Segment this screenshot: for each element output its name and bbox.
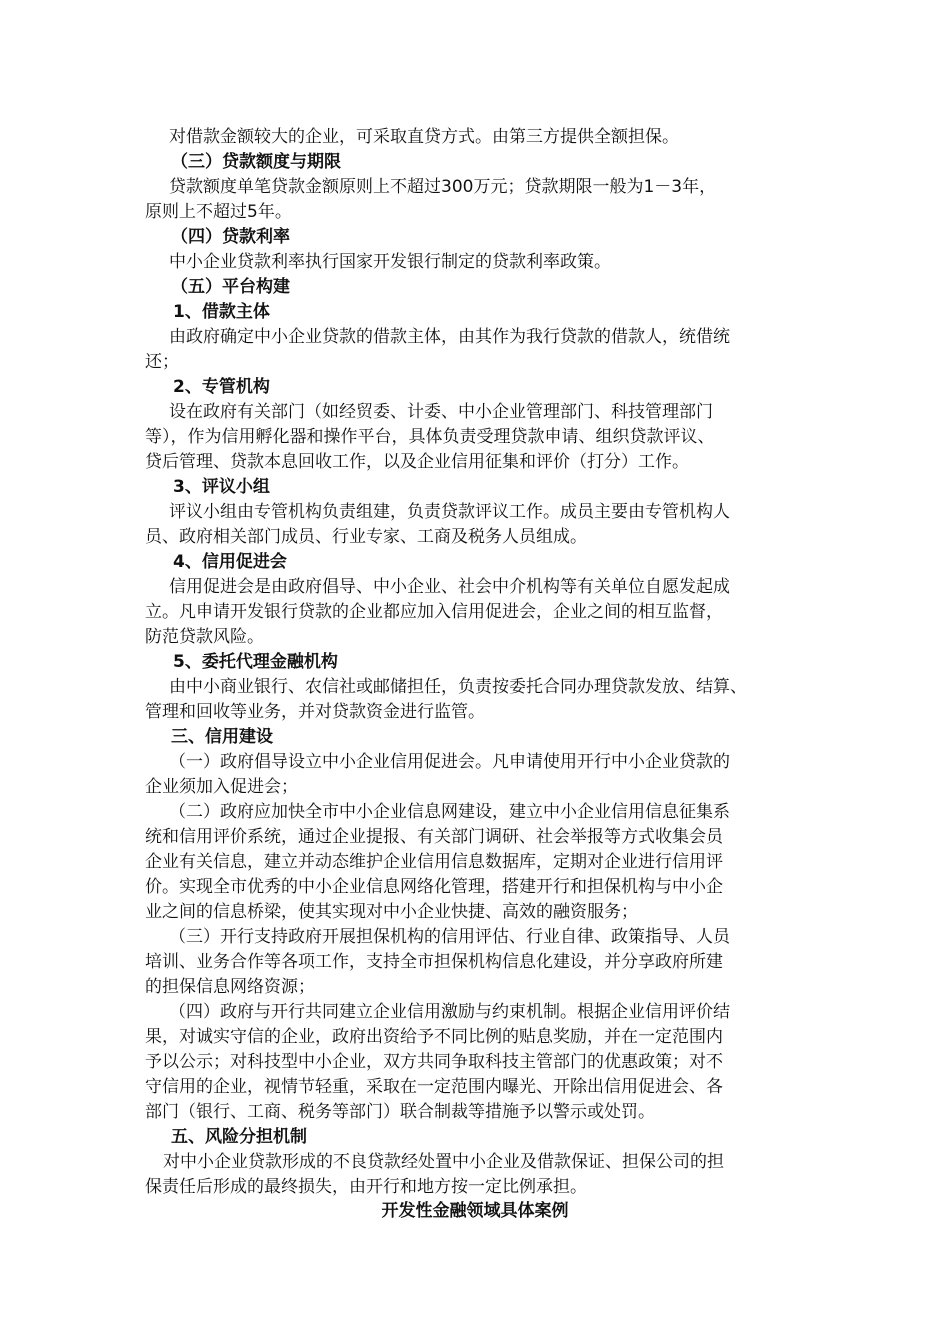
section-heading: （四）贷款利率 [171, 227, 290, 247]
paragraph-line: 员、政府相关部门成员、行业专家、工商及税务人员组成。 [145, 527, 587, 547]
paragraph-line: 等），作为信用孵化器和操作平台，具体负责受理贷款申请、组织贷款评议、 [145, 427, 715, 447]
paragraph-line: 业之间的信息桥梁，使其实现对中小企业快捷、高效的融资服务； [145, 902, 638, 922]
section-heading: （五）平台构建 [171, 277, 290, 297]
paragraph-line: 立。凡申请开发银行贷款的企业都应加入信用促进会，企业之间的相互监督， [145, 602, 723, 622]
paragraph-line: 评议小组由专管机构负责组建，负责贷款评议工作。成员主要由专管机构人 [169, 502, 730, 522]
paragraph-line: 由政府确定中小企业贷款的借款主体，由其作为我行贷款的借款人，统借统 [169, 327, 730, 347]
paragraph-line: （二）政府应加快全市中小企业信息网建设，建立中小企业信用信息征集系 [169, 802, 730, 822]
paragraph-line: 由中小商业银行、农信社或邮储担任，负责按委托合同办理贷款发放、结算、 [169, 677, 747, 697]
paragraph-line: 企业有关信息，建立并动态维护企业信用信息数据库，定期对企业进行信用评 [145, 852, 723, 872]
paragraph-line: 设在政府有关部门（如经贸委、计委、中小企业管理部门、科技管理部门 [169, 402, 713, 422]
paragraph-line: 培训、业务合作等各项工作，支持全市担保机构信息化建设，并分享政府所建 [145, 952, 723, 972]
paragraph-line: 守信用的企业，视情节轻重，采取在一定范围内曝光、开除出信用促进会、各 [145, 1077, 723, 1097]
section-heading: （三）贷款额度与期限 [171, 152, 341, 172]
paragraph-line: 保责任后形成的最终损失，由开行和地方按一定比例承担。 [145, 1177, 587, 1197]
paragraph-line: 价。实现全市优秀的中小企业信息网络化管理，搭建开行和担保机构与中小企 [145, 877, 723, 897]
section-heading: 三、信用建设 [171, 727, 273, 747]
paragraph-line: 的担保信息网络资源； [145, 977, 315, 997]
paragraph-line: 部门（银行、工商、税务等部门）联合制裁等措施予以警示或处罚。 [145, 1102, 655, 1122]
paragraph-line: 统和信用评价系统，通过企业提报、有关部门调研、社会举报等方式收集会员 [145, 827, 723, 847]
page-title: 开发性金融领域具体案例 [381, 1201, 569, 1221]
section-heading: 1、借款主体 [173, 302, 270, 322]
paragraph-line: 管理和回收等业务，并对贷款资金进行监管。 [145, 702, 485, 722]
paragraph-line: （四）政府与开行共同建立企业信用激励与约束机制。根据企业信用评价结 [169, 1002, 730, 1022]
paragraph-line: 贷后管理、贷款本息回收工作，以及企业信用征集和评价（打分）工作。 [145, 452, 689, 472]
paragraph-line: 对中小企业贷款形成的不良贷款经处置中小企业及借款保证、担保公司的担 [163, 1152, 724, 1172]
paragraph-line: 对借款金额较大的企业，可采取直贷方式。由第三方提供全额担保。 [169, 127, 679, 147]
section-heading: 4、信用促进会 [173, 552, 287, 572]
paragraph-line: （三）开行支持政府开展担保机构的信用评估、行业自律、政策指导、人员 [169, 927, 730, 947]
paragraph-line: 防范贷款风险。 [145, 627, 264, 647]
paragraph-line: 还； [145, 352, 179, 372]
section-heading: 5、委托代理金融机构 [173, 652, 338, 672]
paragraph-line: 企业须加入促进会； [145, 777, 298, 797]
section-heading: 2、专管机构 [173, 377, 270, 397]
paragraph-line: 原则上不超过5年。 [145, 202, 292, 222]
paragraph-line: 信用促进会是由政府倡导、中小企业、社会中介机构等有关单位自愿发起成 [169, 577, 730, 597]
paragraph-line: 贷款额度单笔贷款金额原则上不超过300万元；贷款期限一般为1－3年， [169, 177, 717, 197]
paragraph-line: （一）政府倡导设立中小企业信用促进会。凡申请使用开行中小企业贷款的 [169, 752, 730, 772]
paragraph-line: 果，对诚实守信的企业，政府出资给予不同比例的贴息奖励，并在一定范围内 [145, 1027, 723, 1047]
paragraph-line: 予以公示；对科技型中小企业，双方共同争取科技主管部门的优惠政策；对不 [145, 1052, 723, 1072]
section-heading: 3、评议小组 [173, 477, 270, 497]
paragraph-line: 中小企业贷款利率执行国家开发银行制定的贷款利率政策。 [169, 252, 611, 272]
section-heading: 五、风险分担机制 [171, 1127, 307, 1147]
